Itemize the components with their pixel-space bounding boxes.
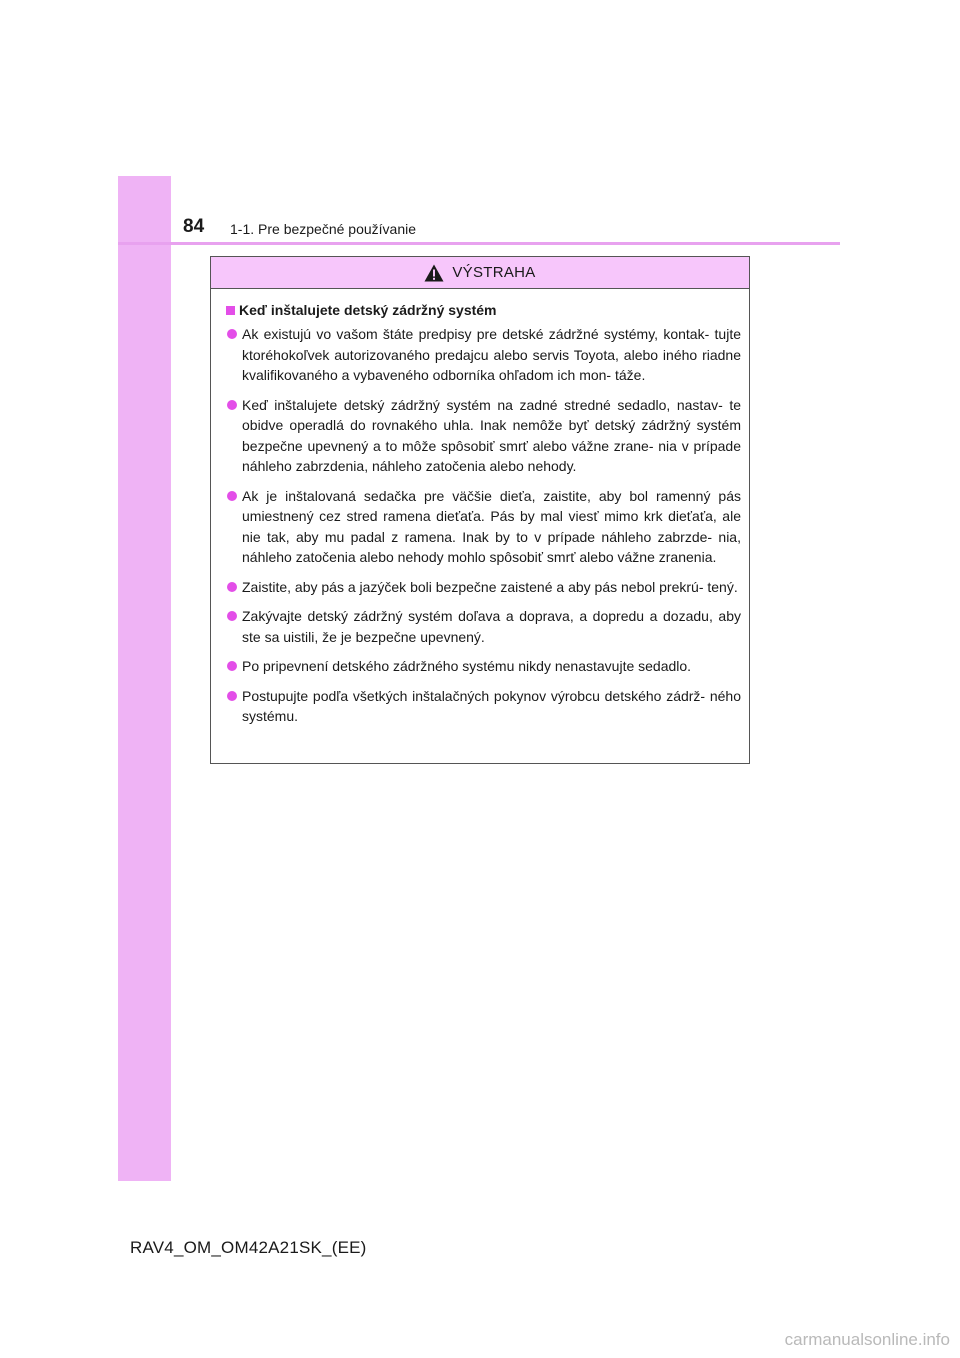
side-color-band <box>118 176 171 1181</box>
header-rule <box>118 242 840 245</box>
warning-header <box>211 257 749 289</box>
warning-bullet <box>226 324 741 386</box>
warning-bullet-text: Zakývajte detský zádržný systém doľava a doprava, a dopredu a dozadu, aby ste sa uistili, že je bezpečne upevnený. <box>242 608 741 645</box>
dot-bullet-icon <box>227 661 237 671</box>
dot-bullet-icon <box>227 691 237 701</box>
dot-bullet-icon <box>227 491 237 501</box>
warning-bullet-text: Ak je inštalovaná sedačka pre väčšie dieťa, zaistite, aby bol ramenný pás umiestnený cez stred ramena dieťaťa. Pás by mal viesť mimo krk dieťaťa, ale nie tak, aby mu padal z ramena. Inak by to v prípade náhleho zabrzde- nia, náhleho zatočenia alebo nehody mohlo spôsobiť smrť alebo vážne zranenia. <box>242 487 741 565</box>
warning-bullet-list <box>226 324 741 727</box>
warning-bullet <box>226 395 741 477</box>
dot-bullet-icon <box>227 400 237 410</box>
warning-title: VÝSTRAHA <box>452 264 536 281</box>
document-code: RAV4_OM_OM42A21SK_(EE) <box>130 1238 367 1257</box>
warning-bullet-text: Keď inštalujete detský zádržný systém na zadné stredné sedadlo, nastav- te obidve operadlá do rovnakého uhla. Inak nemôže byť detský zádržný systém bezpečne upevnený a to môže spôsobiť smrť alebo vážne zrane- nia v prípade náhleho zabrzdenia, náhleho zatočenia alebo nehody. <box>242 396 741 474</box>
warning-box <box>210 256 750 764</box>
square-bullet-icon <box>226 306 235 315</box>
warning-subheading-text: Keď inštalujete detský zádržný systém <box>239 302 497 318</box>
warning-bullet-text: Zaistite, aby pás a jazýček boli bezpečne zaistené a aby pás nebol prekrú- tený. <box>242 578 738 595</box>
dot-bullet-icon <box>227 582 237 592</box>
warning-bullet <box>226 686 741 727</box>
warning-bullet-text: Postupujte podľa všetkých inštalačných pokynov výrobcu detského zádrž- ného systému. <box>242 687 741 724</box>
warning-bullet <box>226 606 741 647</box>
warning-triangle-icon <box>424 264 444 282</box>
dot-bullet-icon <box>227 329 237 339</box>
warning-bullet <box>226 486 741 568</box>
warning-bullet <box>226 656 741 677</box>
warning-subheading <box>226 302 741 318</box>
section-title: 1-1. Pre bezpečné používanie <box>230 221 417 237</box>
warning-body <box>211 289 749 727</box>
dot-bullet-icon <box>227 611 237 621</box>
warning-bullet <box>226 577 741 598</box>
warning-bullet-text: Ak existujú vo vašom štáte predpisy pre detské zádržné systémy, kontak- tujte ktoréhokoľvek autorizovaného predajcu alebo servis Toyota, alebo iného riadne kvalifikovaného a vybaveného odborníka ohľadom ich mon- táže. <box>242 326 741 383</box>
watermark: carmanualsonline.info <box>784 1330 950 1349</box>
page-number: 84 <box>183 216 205 237</box>
warning-bullet-text: Po pripevnení detského zádržného systému nikdy nenastavujte sedadlo. <box>242 658 692 674</box>
